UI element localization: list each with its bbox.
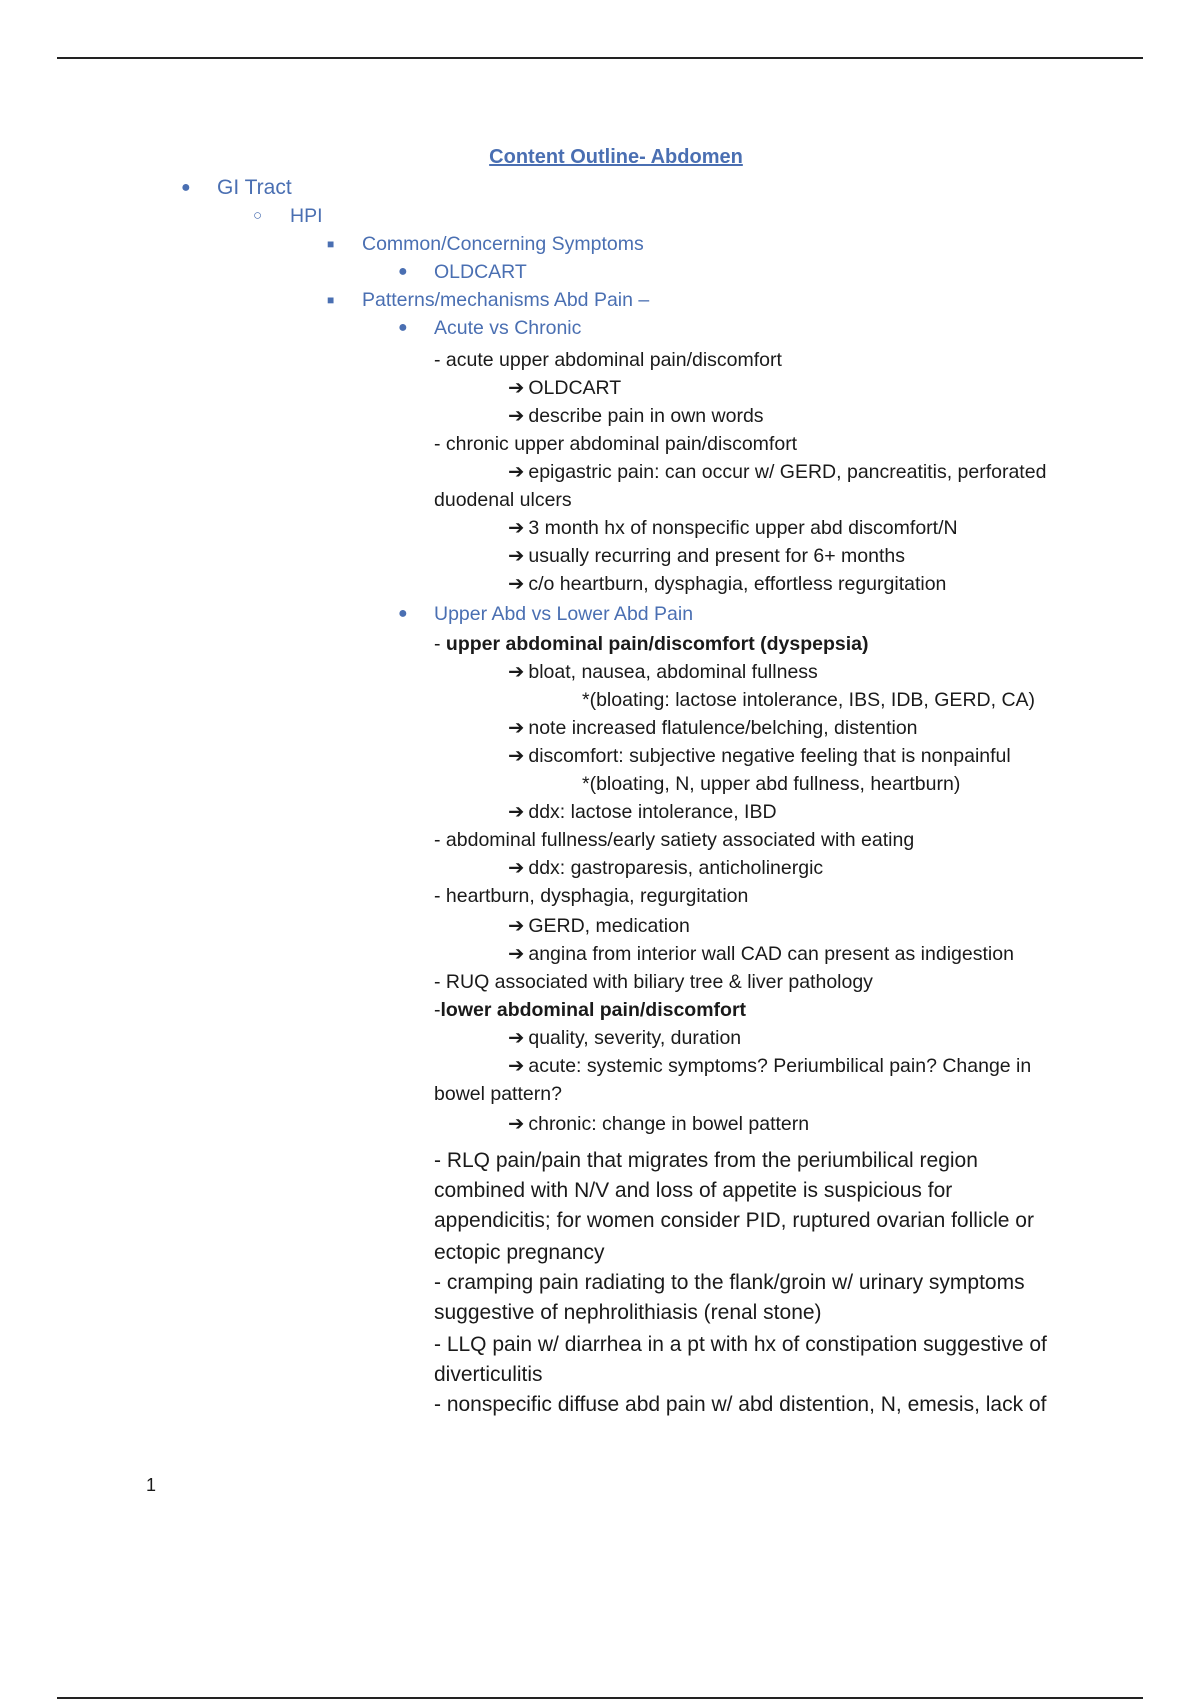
arrow-right-icon: ➔ bbox=[508, 745, 525, 767]
text-line: appendicitis; for women consider PID, ruptured ovarian follicle or bbox=[434, 1209, 1034, 1232]
text-line: diverticulitis bbox=[434, 1363, 543, 1386]
bullet-disc: ● bbox=[181, 179, 191, 196]
page-number: 1 bbox=[146, 1475, 157, 1495]
text-line: ➔ angina from interior wall CAD can present as indigestion bbox=[508, 943, 1014, 965]
bullet-circle: ○ bbox=[253, 207, 263, 224]
text-line: ➔ note increased flatulence/belching, distention bbox=[508, 717, 918, 739]
text-line: - acute upper abdominal pain/discomfort bbox=[434, 349, 782, 371]
arrow-right-icon: ➔ bbox=[508, 943, 525, 965]
top-rule bbox=[57, 57, 1143, 59]
text-line: ➔ GERD, medication bbox=[508, 915, 690, 937]
text-line: suggestive of nephrolithiasis (renal stone) bbox=[434, 1301, 822, 1324]
text-line: ➔ epigastric pain: can occur w/ GERD, pancreatitis, perforated bbox=[508, 461, 1047, 483]
text-line: - RUQ associated with biliary tree & liver pathology bbox=[434, 971, 873, 993]
bullet-disc: ● bbox=[398, 319, 408, 336]
text-line: combined with N/V and loss of appetite is suspicious for bbox=[434, 1179, 953, 1202]
arrow-right-icon: ➔ bbox=[508, 517, 525, 539]
arrow-right-icon: ➔ bbox=[508, 1055, 525, 1077]
arrow-right-icon: ➔ bbox=[508, 405, 525, 427]
text-line: - abdominal fullness/early satiety associated with eating bbox=[434, 829, 915, 851]
text-line: - upper abdominal pain/discomfort (dyspepsia) bbox=[434, 633, 869, 655]
text-line: ➔ discomfort: subjective negative feeling that is nonpainful bbox=[508, 745, 1011, 767]
arrow-right-icon: ➔ bbox=[508, 717, 525, 739]
outline-common-symptoms: Common/Concerning Symptoms bbox=[362, 233, 644, 255]
text-line: ➔ bloat, nausea, abdominal fullness bbox=[508, 661, 818, 683]
outline-patterns: Patterns/mechanisms Abd Pain – bbox=[362, 289, 650, 311]
text-line: ➔ c/o heartburn, dysphagia, effortless regurgitation bbox=[508, 573, 947, 595]
text-line: duodenal ulcers bbox=[434, 489, 572, 511]
arrow-right-icon: ➔ bbox=[508, 915, 525, 937]
lower-heading: lower abdominal pain/discomfort bbox=[440, 999, 747, 1021]
arrow-right-icon: ➔ bbox=[508, 461, 525, 483]
text-line: - RLQ pain/pain that migrates from the periumbilical region bbox=[434, 1149, 978, 1172]
text-line: *(bloating: lactose intolerance, IBS, IDB, GERD, CA) bbox=[582, 689, 1036, 711]
upper-heading: upper abdominal pain/discomfort (dyspepsia) bbox=[445, 633, 869, 655]
arrow-right-icon: ➔ bbox=[508, 801, 525, 823]
text-line: bowel pattern? bbox=[434, 1083, 562, 1105]
arrow-right-icon: ➔ bbox=[508, 545, 525, 567]
text-line: - nonspecific diffuse abd pain w/ abd distention, N, emesis, lack of bbox=[434, 1393, 1047, 1416]
arrow-right-icon: ➔ bbox=[508, 1113, 525, 1135]
text-line: ➔ chronic: change in bowel pattern bbox=[508, 1113, 810, 1135]
bullet-square: ■ bbox=[327, 293, 335, 307]
arrow-right-icon: ➔ bbox=[508, 1027, 525, 1049]
outline-upper-vs-lower: Upper Abd vs Lower Abd Pain bbox=[434, 603, 694, 625]
outline-oldcart: OLDCART bbox=[434, 261, 527, 283]
arrow-right-icon: ➔ bbox=[508, 573, 525, 595]
text-line: - LLQ pain w/ diarrhea in a pt with hx of constipation suggestive of bbox=[434, 1333, 1047, 1356]
arrow-right-icon: ➔ bbox=[508, 857, 525, 879]
page-title: Content Outline- Abdomen bbox=[489, 146, 743, 168]
text-line: - cramping pain radiating to the flank/groin w/ urinary symptoms bbox=[434, 1271, 1025, 1294]
arrow-right-icon: ➔ bbox=[508, 377, 525, 399]
bullet-square: ■ bbox=[327, 237, 335, 251]
text-line: - chronic upper abdominal pain/discomfort bbox=[434, 433, 798, 455]
text-line: -lower abdominal pain/discomfort bbox=[434, 999, 747, 1021]
arrow-right-icon: ➔ bbox=[508, 661, 525, 683]
bullet-disc: ● bbox=[398, 263, 408, 280]
outline-acute-vs-chronic: Acute vs Chronic bbox=[434, 317, 582, 339]
text-line: ➔ quality, severity, duration bbox=[508, 1027, 742, 1049]
text-line: ectopic pregnancy bbox=[434, 1241, 605, 1264]
text-line: - heartburn, dysphagia, regurgitation bbox=[434, 885, 749, 907]
text-line: ➔ ddx: gastroparesis, anticholinergic bbox=[508, 857, 824, 879]
bullet-disc: ● bbox=[398, 605, 408, 622]
text-line: ➔ OLDCART bbox=[508, 377, 622, 399]
outline-gi-tract: GI Tract bbox=[217, 176, 292, 199]
text-line: ➔ 3 month hx of nonspecific upper abd discomfort/N bbox=[508, 517, 958, 539]
text-line: ➔ usually recurring and present for 6+ months bbox=[508, 545, 906, 567]
text-line: ➔ acute: systemic symptoms? Periumbilical pain? Change in bbox=[508, 1055, 1032, 1077]
text-line: ➔ ddx: lactose intolerance, IBD bbox=[508, 801, 777, 823]
outline-hpi: HPI bbox=[290, 205, 323, 227]
text-line: *(bloating, N, upper abd fullness, heartburn) bbox=[582, 773, 961, 795]
text-line: ➔ describe pain in own words bbox=[508, 405, 764, 427]
bottom-rule bbox=[57, 1697, 1143, 1699]
